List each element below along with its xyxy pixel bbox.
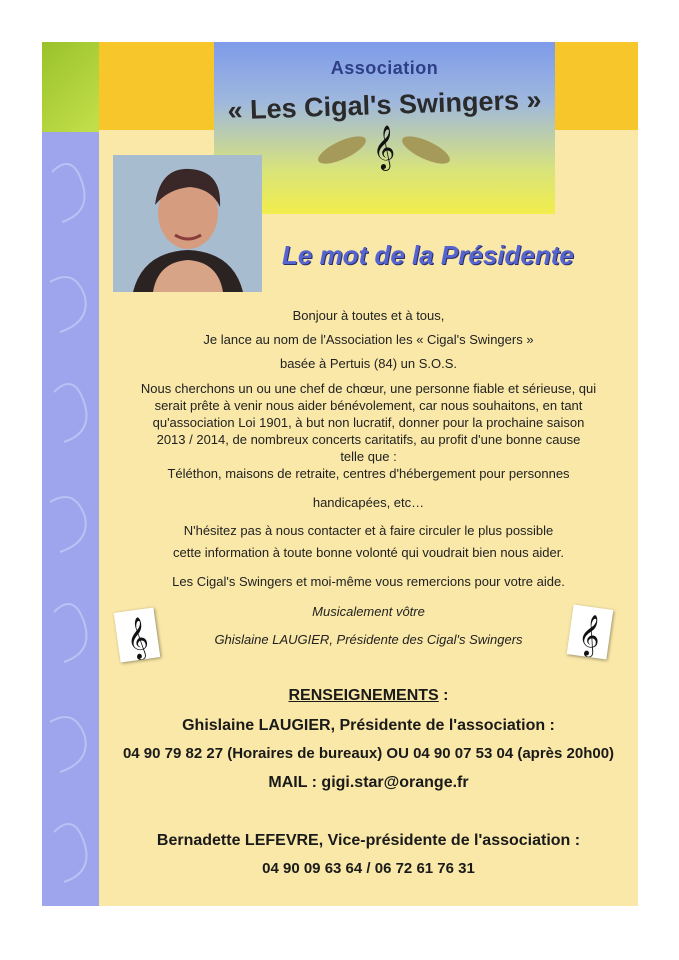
contact-line-1: N'hésitez pas à nous contacter et à faire circuler le plus possible <box>183 523 554 538</box>
vice-president-phone: 04 90 09 63 64 / 06 72 61 76 31 <box>262 860 475 877</box>
thanks-line: Les Cigal's Swingers et moi-même vous remercions pour votre aide. <box>172 574 565 589</box>
signature-line: Ghislaine LAUGIER, Présidente des Cigal's Swingers <box>214 632 523 647</box>
left-sidebar <box>42 132 99 906</box>
vice-president-contact: Bernadette LEFEVRE, Vice-présidente de l'association : <box>156 832 581 849</box>
greeting: Bonjour à toutes et à tous, <box>292 308 445 323</box>
closing-line: Musicalement vôtre <box>312 604 425 619</box>
treble-clef-right-icon <box>567 604 614 659</box>
letter-line-2: Je lance au nom de l'Association les « Cigal's Swingers » <box>203 332 534 347</box>
treble-clef-left-icon <box>114 607 161 662</box>
paragraph-line: 2013 / 2014, de nombreux concerts caritatifs, au profit d'une bonne cause <box>156 432 581 447</box>
svg-text:𝄞: 𝄞 <box>124 616 151 661</box>
info-heading <box>99 687 638 705</box>
letter-line-3: basée à Pertuis (84) un S.O.S. <box>279 356 458 371</box>
info-heading-label: RENSEIGNEMENTS <box>288 687 439 704</box>
svg-text:𝄞: 𝄞 <box>576 613 603 658</box>
logo-header <box>214 42 555 214</box>
floral-pattern-icon <box>42 132 99 906</box>
letter-paragraph <box>99 380 638 482</box>
paragraph-line: Nous cherchons un ou une chef de chœur, une personne fiable et sérieuse, qui <box>140 381 597 396</box>
paragraph-line: Téléthon, maisons de retraite, centres d'hébergement pour personnes <box>167 466 570 481</box>
association-label: Association <box>330 58 439 78</box>
president-phone: 04 90 79 82 27 (Horaires de bureaux) OU 04 90 07 53 04 (après 20h00) <box>122 745 615 762</box>
svg-text:𝄞: 𝄞 <box>372 125 396 169</box>
green-corner <box>42 42 99 132</box>
contact-line-2: cette information à toute bonne volonté qui voudrait bien nous aider. <box>173 545 564 560</box>
page-title: Le mot de la Présidente <box>282 240 574 270</box>
club-name: « Les Cigal's Swingers » <box>227 84 542 126</box>
info-heading-suffix: : <box>438 687 449 704</box>
treble-clef-cicada-icon <box>314 116 454 180</box>
paragraph-line: telle que : <box>340 449 397 464</box>
contact-mail: MAIL : gigi.star@orange.fr <box>268 774 469 791</box>
letter-handicap: handicapées, etc… <box>312 495 425 510</box>
president-contact: Ghislaine LAUGIER, Présidente de l'association : <box>182 717 555 734</box>
poster <box>42 42 638 906</box>
president-photo <box>113 155 262 292</box>
paragraph-line: qu'association Loi 1901, à but non lucratif, donner pour la prochaine saison <box>152 415 585 430</box>
paragraph-line: serait prête à venir nous aider bénévolement, car nous souhaitons, en tant <box>154 398 583 413</box>
